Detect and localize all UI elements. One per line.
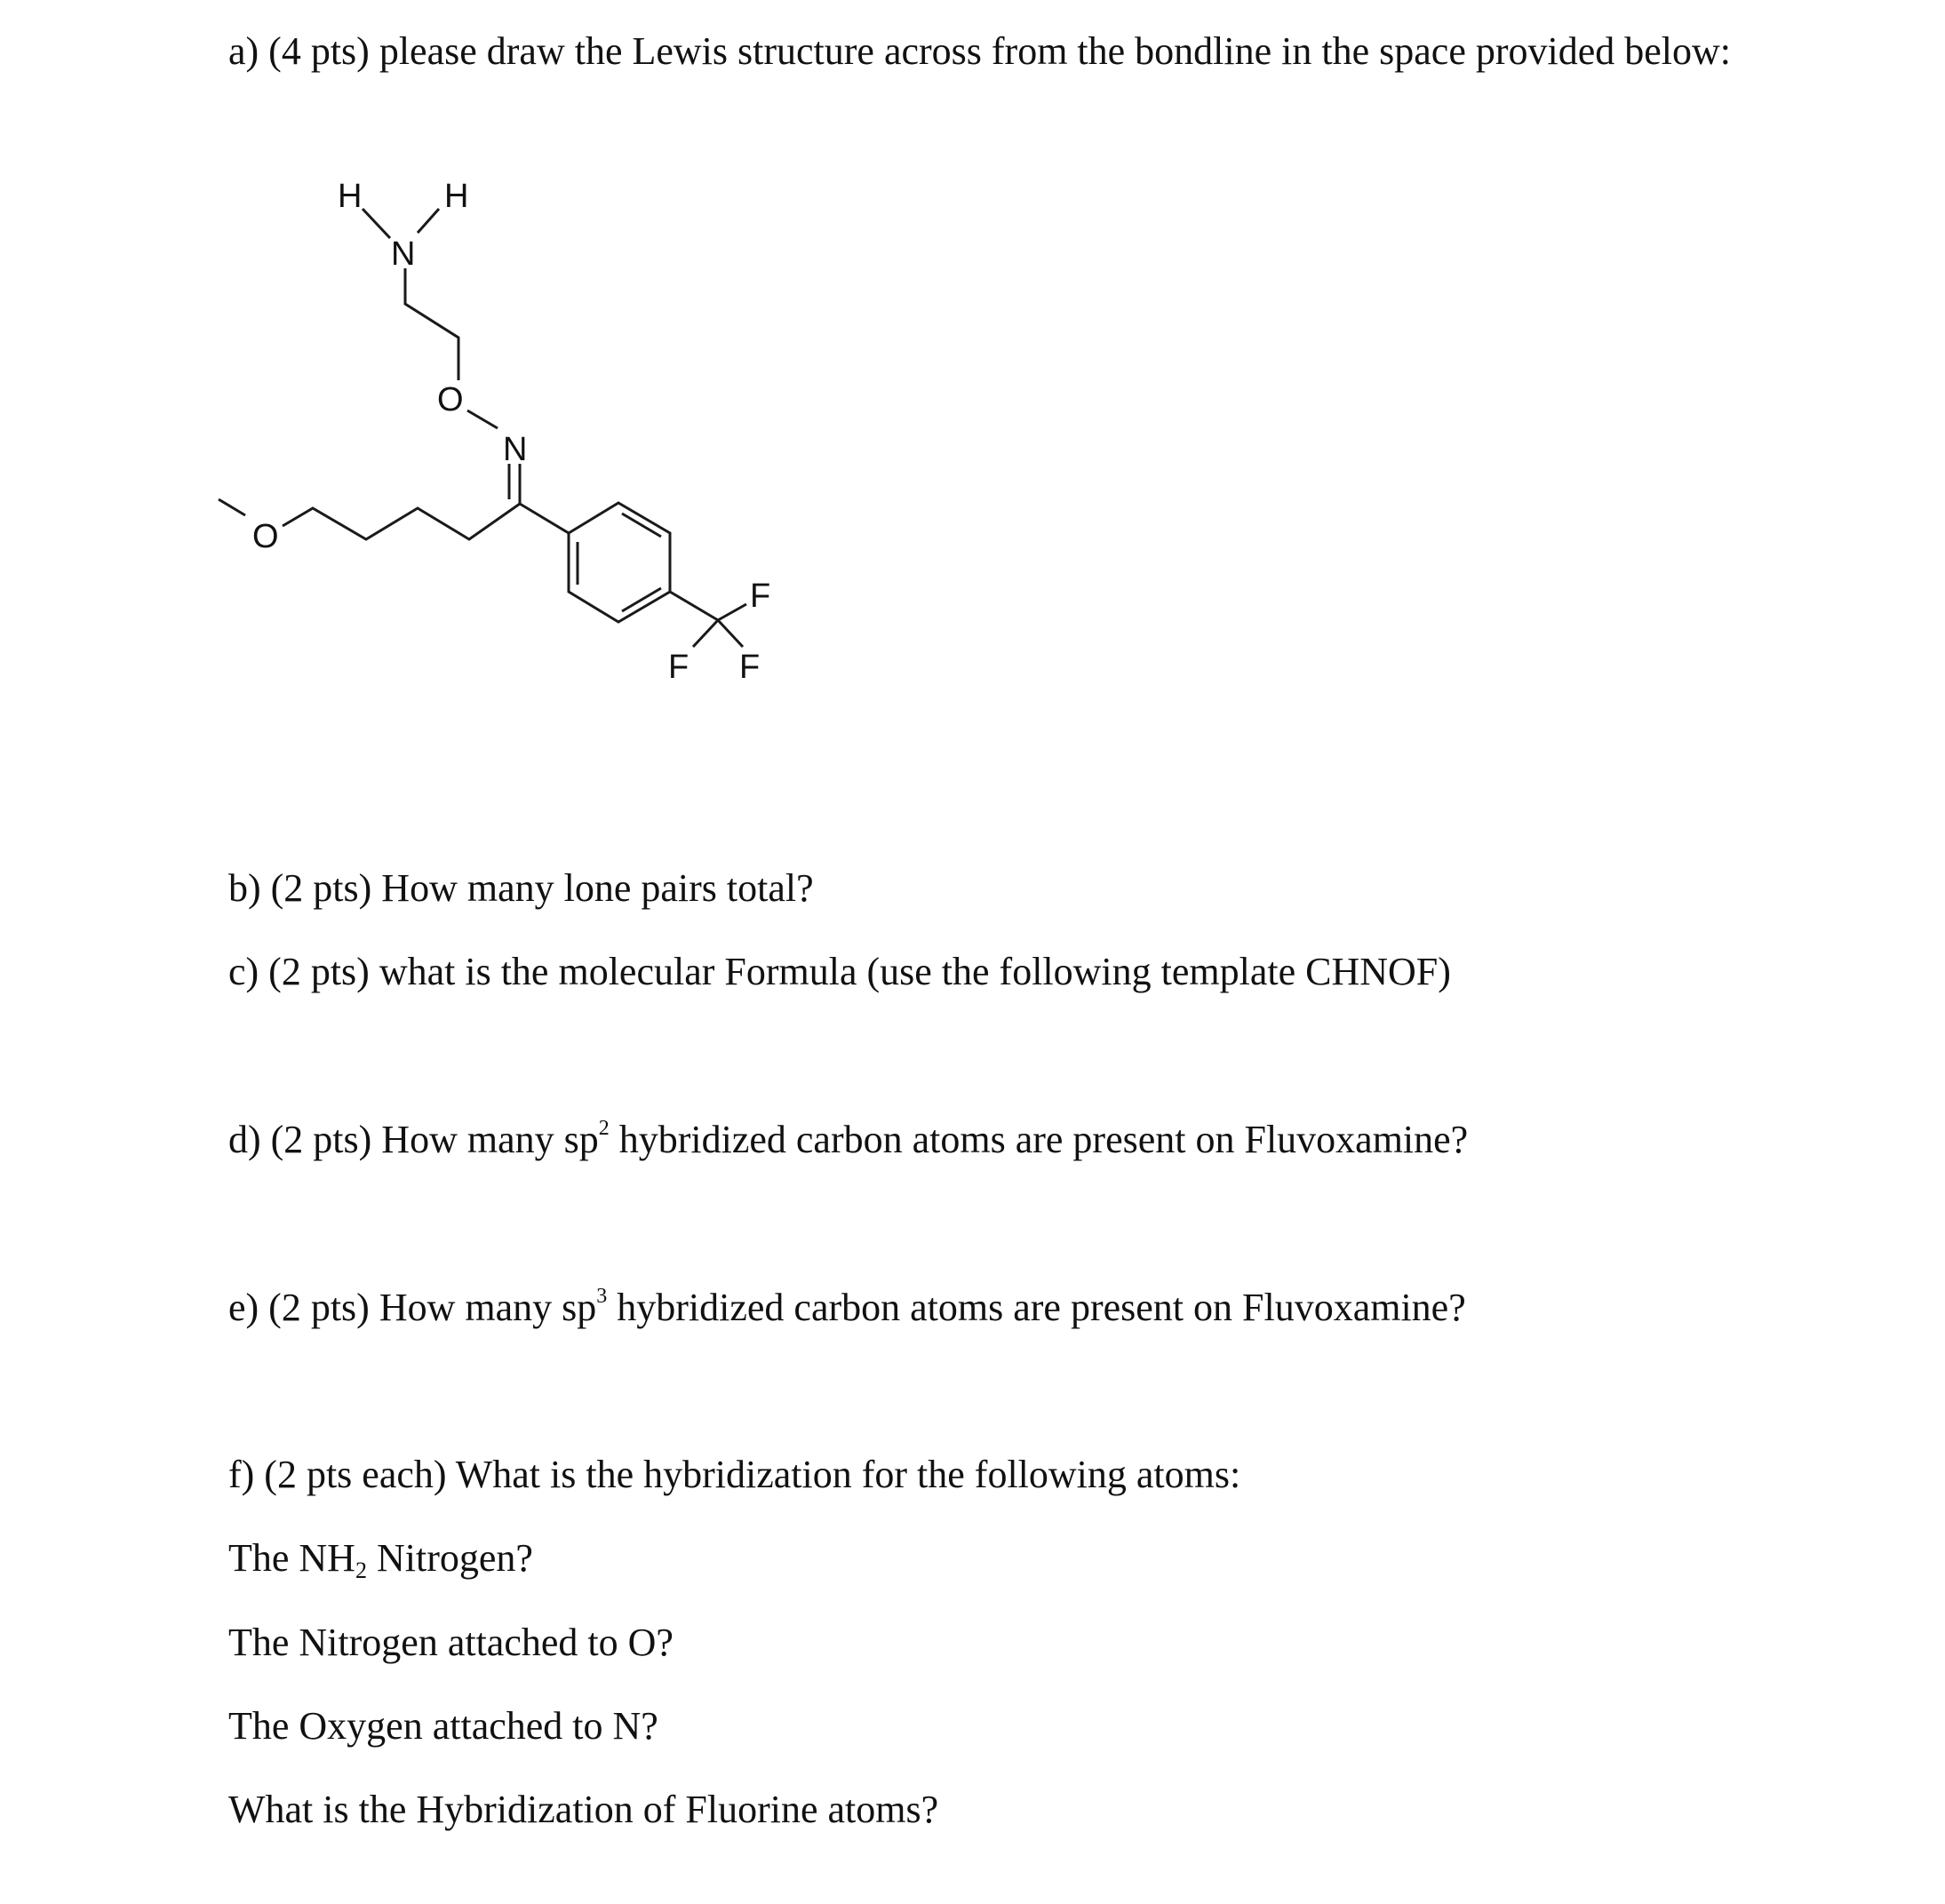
fluvoxamine-bondline-structure	[204, 178, 809, 693]
question-f-nitrogen-attached-o: The Nitrogen attached to O?	[228, 1621, 674, 1664]
question-f-nh2-subscript: 2	[355, 1557, 367, 1583]
question-d-prefix: d) (2 pts) How many sp	[228, 1118, 599, 1161]
bond-c-f-bottom-right	[718, 620, 743, 647]
question-c: c) (2 pts) what is the molecular Formula (use the following template CHNOF)	[228, 950, 1451, 993]
atom-h-left: H	[338, 178, 363, 215]
bond-h-n-right	[418, 209, 439, 233]
atom-n-amine: N	[391, 235, 416, 273]
atom-o-ether-chain: O	[437, 381, 464, 418]
question-e	[228, 1285, 1466, 1331]
benzene-ring	[569, 503, 670, 622]
bond-ring-cf3	[670, 592, 718, 620]
atom-f-bottom-right: F	[739, 649, 761, 686]
question-f: f) (2 pts each) What is the hybridization for the following atoms:	[228, 1453, 1241, 1496]
question-f-nh2-suffix: Nitrogen?	[366, 1536, 533, 1580]
question-e-suffix: hybridized carbon atoms are present on Fluvoxamine?	[607, 1286, 1466, 1329]
bond-o-n	[467, 410, 498, 428]
question-f-nh2-nitrogen	[228, 1535, 533, 1581]
bond-h-n-left	[363, 209, 390, 238]
bond-chain-n-to-o	[405, 268, 458, 380]
atom-f-right: F	[750, 578, 771, 615]
question-e-superscript: 3	[596, 1285, 608, 1308]
question-e-prefix: e) (2 pts) How many sp	[228, 1286, 597, 1329]
question-a: a) (4 pts) please draw the Lewis structure across from the bondline in the space provided below:	[228, 29, 1732, 73]
bond-methyl-o	[219, 499, 245, 515]
question-d-superscript: 2	[598, 1117, 610, 1140]
atom-o-methoxy: O	[252, 518, 279, 555]
question-f-fluorine: What is the Hybridization of Fluorine atoms?	[228, 1788, 939, 1831]
question-d-suffix: hybridized carbon atoms are present on Fluvoxamine?	[609, 1118, 1469, 1161]
bond-c-f-right	[718, 604, 746, 620]
atom-h-right: H	[444, 178, 469, 215]
question-f-oxygen-attached-n: The Oxygen attached to N?	[228, 1704, 658, 1748]
bond-c-f-bottom-left	[693, 620, 718, 647]
bond-butyl-chain	[283, 504, 520, 539]
atom-f-bottom-left: F	[668, 649, 690, 686]
bond-c-ring	[520, 504, 569, 533]
atom-n-imine: N	[503, 431, 528, 468]
question-d	[228, 1117, 1468, 1163]
question-b: b) (2 pts) How many lone pairs total?	[228, 866, 814, 910]
question-f-nh2-prefix: The NH	[228, 1536, 355, 1580]
